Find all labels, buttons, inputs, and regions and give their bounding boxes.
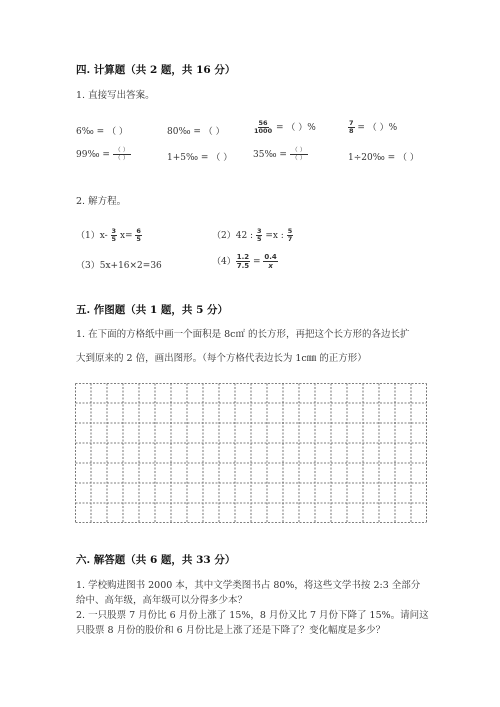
fraction-denominator: 7.5 <box>236 262 250 270</box>
word-problem-1-line2: 给中、高年级，高年级可以分得多少本？ <box>76 595 248 606</box>
calc-item-d-rest: = （ ）% <box>354 123 398 133</box>
equation-4-pre: （4） <box>212 257 236 267</box>
calc-item-e <box>76 147 131 162</box>
square-grid[interactable] <box>75 383 427 523</box>
calc-item-f: 1+5‰ = （ ） <box>167 153 233 163</box>
equation-2-pre: （2）42 : <box>212 231 256 241</box>
equation-4 <box>212 253 278 270</box>
fraction-denominator: （ ） <box>114 155 129 162</box>
fraction-denominator: 7 <box>287 235 293 243</box>
calc-item-c-rest: = （ ）% <box>273 123 316 133</box>
calc-item-g <box>253 147 308 162</box>
fraction-denominator: 8 <box>349 127 354 135</box>
fraction-numerator: 3 <box>111 227 117 235</box>
calc-item-b: 80‰ = （ ） <box>167 127 225 137</box>
fraction-denominator: 5 <box>136 235 141 243</box>
fraction-numerator: 1.2 <box>236 253 250 261</box>
fraction-numerator: （ ） <box>114 147 129 154</box>
equation-2-mid: =x : <box>262 231 287 241</box>
equation-1-mid: x= <box>117 231 136 241</box>
fraction-numerator: 7 <box>349 119 354 127</box>
equation-3: （3）5x+16×2=36 <box>76 261 162 271</box>
word-problem-2-line2: 只股票 8 月份的股价和 6 月份比是上涨了还是下降了？变化幅度是多少？ <box>76 625 386 636</box>
word-problem-2-line1: 2. 一只股票 7 月份比 6 月份上涨了 15%，8 月份又比 7 月份下降了 15%。请问这 <box>76 610 429 621</box>
drawing-question-line2: 大到原来的 2 倍，画出图形。（每个方格代表边长为 1c㎜ 的正方形） <box>76 353 367 364</box>
fraction-numerator: 0.4 <box>264 253 277 261</box>
fraction-denominator: 5 <box>256 235 262 243</box>
calc-item-d <box>348 120 397 135</box>
fraction-numerator: 6 <box>136 227 141 235</box>
q2-prompt: 2. 解方程。 <box>76 196 127 207</box>
drawing-question-line1: 1. 在下面的方格纸中画一个面积是 8c㎡ 的长方形，再把这个长方形的各边长扩 <box>76 329 410 340</box>
fraction-denominator: x <box>268 262 273 270</box>
calc-item-g-pre: 35‰ = <box>253 150 290 160</box>
fraction-numerator: 3 <box>256 227 262 235</box>
fraction-denominator: 1000 <box>254 127 273 135</box>
calc-item-h: 1÷20‰ = （ ） <box>348 153 419 163</box>
equation-1-pre: （1）x- <box>76 231 111 241</box>
word-problem-1-line1: 1. 学校购进图书 2000 本，其中文学类图书占 80%，将这些文学书按 2:3 全部分 <box>76 580 421 591</box>
fraction-numerator: 5 <box>287 227 293 235</box>
equation-1 <box>76 228 142 243</box>
equation-4-mid: = <box>250 257 264 267</box>
section6-title: 六. 解答题（共 6 题，共 33 分） <box>76 554 236 566</box>
fraction-numerator: 56 <box>258 119 268 127</box>
calc-item-a: 6‰ = （ ） <box>76 127 128 137</box>
fraction-denominator: 5 <box>111 235 117 243</box>
calc-item-c <box>253 120 316 135</box>
section4-title: 四. 计算题（共 2 题，共 16 分） <box>76 64 236 76</box>
calc-item-e-pre: 99‰ = <box>76 150 113 160</box>
fraction-numerator: （ ） <box>291 147 306 154</box>
section5-title: 五. 作图题（共 1 题，共 5 分） <box>76 304 229 316</box>
fraction-denominator: （ ） <box>291 155 306 162</box>
equation-2 <box>212 228 293 243</box>
q1-prompt: 1. 直接写出答案。 <box>76 90 155 101</box>
